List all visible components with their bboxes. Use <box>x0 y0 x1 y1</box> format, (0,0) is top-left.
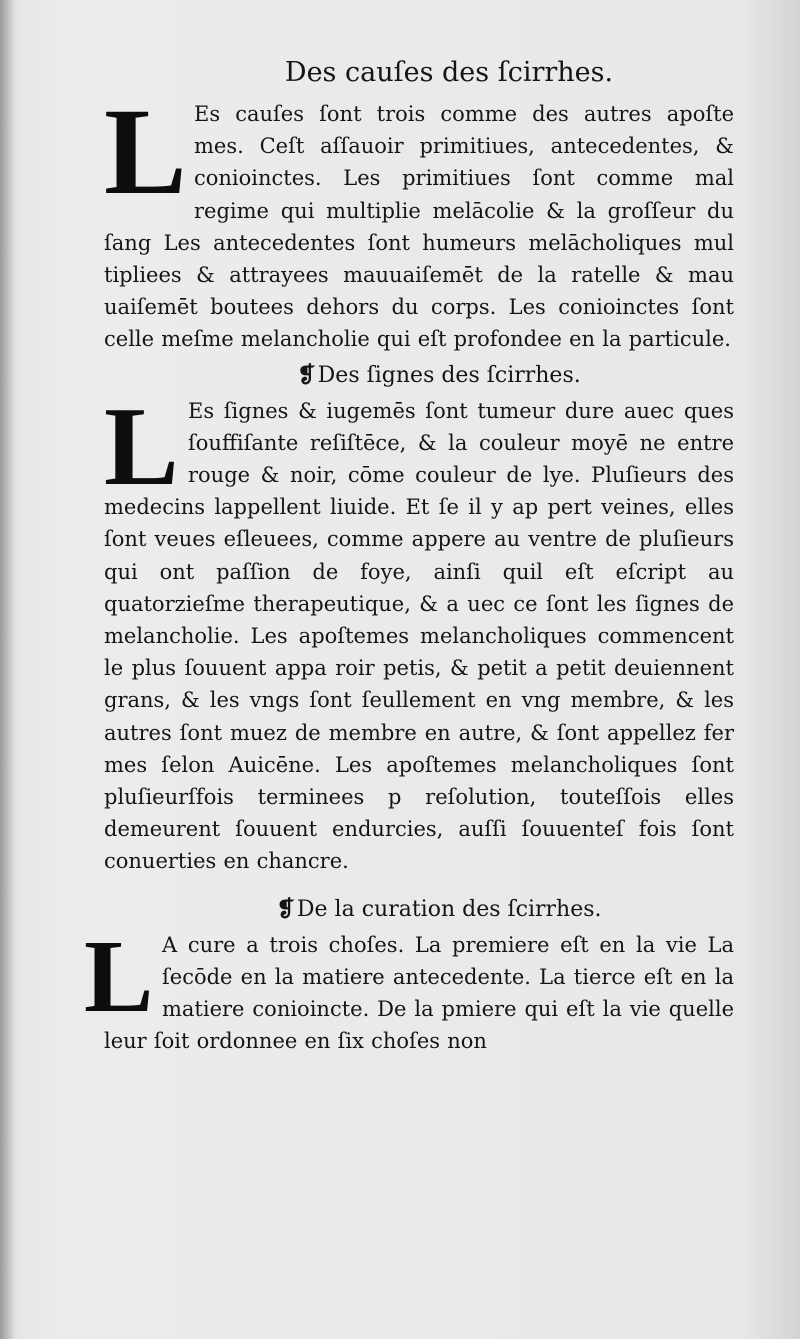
pilcrow-icon: ❡ <box>297 361 316 388</box>
heading-curation-text: De la curation des ſcirrhes. <box>296 896 602 922</box>
text-block <box>84 54 734 1057</box>
paragraph-causes: Es cauſes ſont trois comme des autres apoſte mes. Ceſt aſſauoir primitiues, antecedentes, & conioinctes. Les primitiues ſont comme mal regime qui multiplie melācolie & la groſſeur du ſang Les antecedentes ſont humeurs melācholiques mul tipliees & attrayees mauuaiſemēt de la ratelle & mau uaiſemēt boutees dehors du corps. Les conioinctes ſont celle meſme melancholie qui eſt profondee en la particule. <box>104 102 734 352</box>
paragraph-curation: A cure a trois choſes. La premiere eſt en la vie La ſecōde en la matiere antecedente. La tierce eſt en la matiere conioincte. De la pmiere qui eſt la vie quelle leur ſoit ordonnee en ſix choſes non <box>104 932 734 1054</box>
dropcap: L <box>104 83 187 220</box>
pilcrow-icon: ❡ <box>276 895 295 922</box>
paragraph-signes: Es ſignes & iugemēs ſont tumeur dure auec ques ſouffiſante reſiſtēce, & la couleur moyē ne entre rouge & noir, cōme couleur de lye. Pluſieurs des medecins lappellent liuide. Et ſe il y ap pert veines, elles ſont veues eſleuees, comme appere au ventre de pluſieurs qui ont paſſion de foye, ainſi quil eſt eſcript au quatorzieſme therapeutique, & a uec ce ſont les ſignes de melancholie. Les apoſtemes melancholiques commencent le plus ſouuent appa roir petis, & petit a petit deuiennent grans, & les vngs ſont ſeullement en vng membre, & les autres ſont muez de membre en autre, & ſont appellez fer mes ſelon Auicēne. Les apoſtemes melancholiques ſont pluſieurſfois terminees p reſolution, touteſſois elles demeurent ſouuent endurcies, auſſi ſouuenteſ fois ſont conuerties en chancre. <box>104 398 734 874</box>
section-curation <box>84 918 734 1058</box>
spacer <box>104 878 734 890</box>
dropcap: L <box>104 384 179 509</box>
heading-curation <box>144 892 734 927</box>
section-signes <box>104 384 734 878</box>
running-head: Des cauſes des ſcirrhes. <box>284 57 614 88</box>
section-causes <box>104 83 734 356</box>
gutter-shadow <box>0 0 14 1339</box>
heading-signes-text: Des ſignes des ſcirrhes. <box>317 362 581 388</box>
dropcap: L <box>84 918 154 1034</box>
heading-signes <box>144 358 734 393</box>
